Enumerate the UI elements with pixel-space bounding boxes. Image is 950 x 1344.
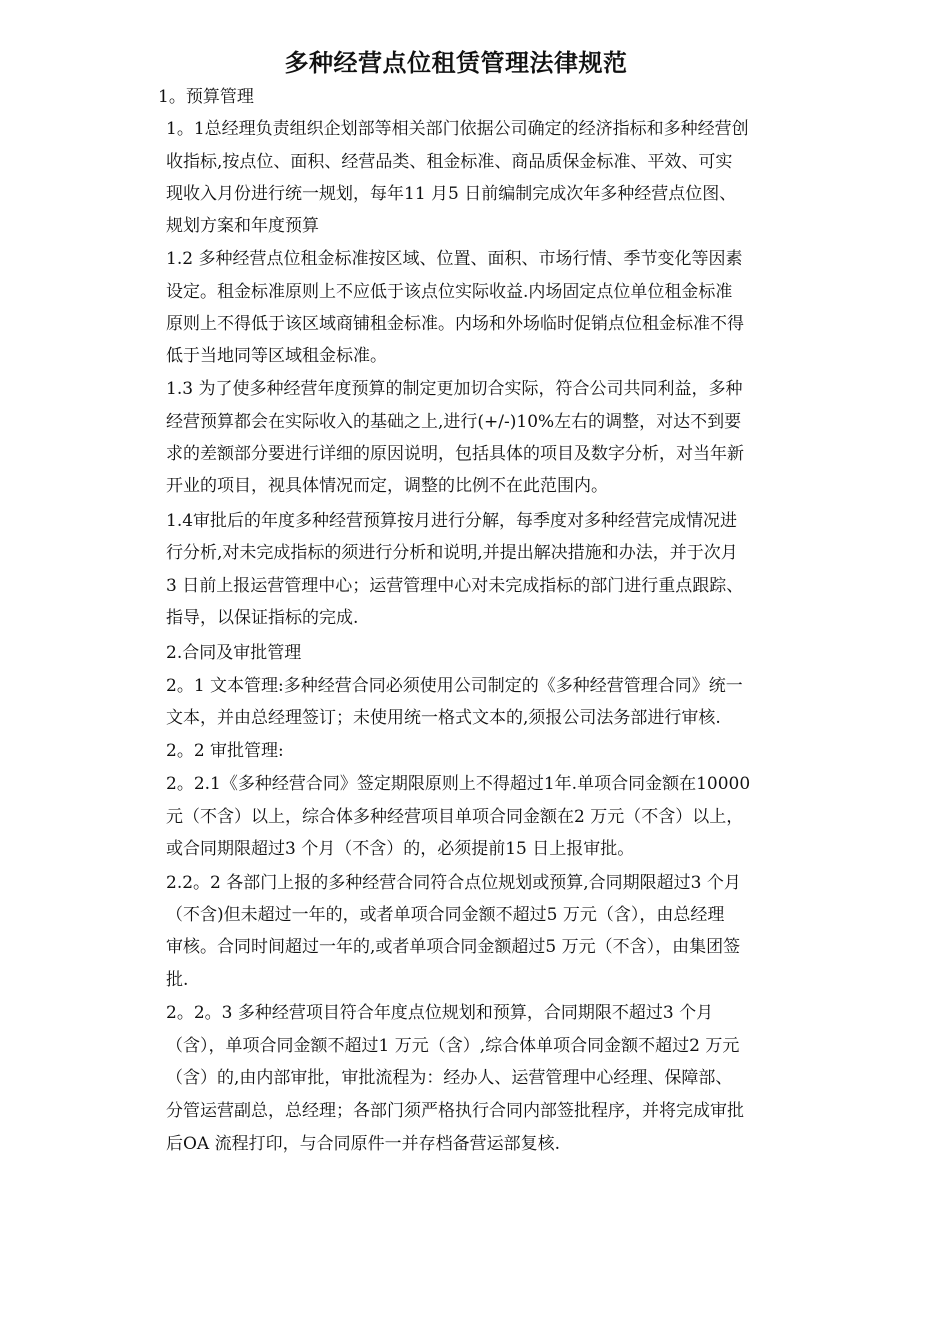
- text-line: 规划方案和年度预算: [166, 216, 319, 236]
- document-title: 多种经营点位租赁管理法律规范: [284, 49, 628, 77]
- text-line: 2。1 文本管理:多种经营合同必须使用公司制定的《多种经营管理合同》统一: [166, 676, 743, 696]
- text-line: 1.4审批后的年度多种经营预算按月进行分解，每季度对多种经营完成情况进: [166, 511, 738, 531]
- text-line: 原则上不得低于该区域商铺租金标准。内场和外场临时促销点位租金标准不得: [166, 314, 744, 334]
- text-line: （含）的,由内部审批，审批流程为：经办人、运营管理中心经理、保障部、: [166, 1068, 733, 1088]
- text-line: 2。2。3 多种经营项目符合年度点位规划和预算，合同期限不超过3 个月: [166, 1003, 714, 1023]
- text-line: 现收入月份进行统一规划，每年11 月5 日前编制完成次年多种经营点位图、: [166, 184, 737, 204]
- text-line: 求的差额部分要进行详细的原因说明，包括具体的项目及数字分析，对当年新: [166, 444, 744, 464]
- text-line: 2.2。2 各部门上报的多种经营合同符合点位规划或预算,合同期限超过3 个月: [166, 873, 741, 893]
- text-line: 3 日前上报运营管理中心；运营管理中心对未完成指标的部门进行重点跟踪、: [166, 576, 744, 596]
- section-heading-budget: 1。预算管理: [158, 87, 254, 107]
- text-line: 收指标,按点位、面积、经营品类、租金标准、商品质保金标准、平效、可实: [166, 152, 733, 172]
- text-line: 文本，并由总经理签订；未使用统一格式文本的,须报公司法务部进行审核.: [166, 708, 721, 728]
- text-line: 元（不含）以上，综合体多种经营项目单项合同金额在2 万元（不含）以上，: [166, 807, 744, 827]
- text-line: 设定。租金标准原则上不应低于该点位实际收益.内场固定点位单位租金标准: [166, 282, 733, 302]
- text-line: 批.: [166, 970, 189, 990]
- text-line: 低于当地同等区域租金标准。: [166, 346, 387, 366]
- text-line: 行分析,对未完成指标的须进行分析和说明,并提出解决措施和办法，并于次月: [166, 543, 738, 563]
- text-line: （含），单项合同金额不超过1 万元（含）,综合体单项合同金额不超过2 万元: [166, 1036, 740, 1056]
- text-line: 后OA 流程打印，与合同原件一并存档备营运部复核.: [166, 1134, 561, 1154]
- text-line: （不含)但未超过一年的，或者单项合同金额不超过5 万元（含），由总经理: [166, 905, 725, 925]
- text-line: 开业的项目，视具体情况而定，调整的比例不在此范围内。: [166, 476, 608, 496]
- text-line: 经营预算都会在实际收入的基础之上,进行(+/-)10%左右的调整，对达不到要: [166, 412, 742, 432]
- text-line: 指导，以保证指标的完成.: [166, 608, 359, 628]
- text-line: 1.2 多种经营点位租金标准按区域、位置、面积、市场行情、季节变化等因素: [166, 249, 743, 269]
- text-line: 审核。合同时间超过一年的,或者单项合同金额超过5 万元（不含），由集团签: [166, 937, 741, 957]
- text-line: 1.3 为了使多种经营年度预算的制定更加切合实际，符合公司共同利益，多种: [166, 379, 743, 399]
- text-line: 2。2 审批管理:: [166, 741, 284, 761]
- text-line: 分管运营副总，总经理；各部门须严格执行合同内部签批程序，并将完成审批: [166, 1101, 744, 1121]
- section-heading-contract: 2.合同及审批管理: [166, 643, 302, 663]
- text-line: 或合同期限超过3 个月（不含）的，必须提前15 日上报审批。: [166, 839, 635, 859]
- text-line: 2。2.1《多种经营合同》签定期限原则上不得超过1年.单项合同金额在10000: [166, 774, 751, 794]
- text-line: 1。1总经理负责组织企划部等相关部门依据公司确定的经济指标和多种经营创: [166, 119, 749, 139]
